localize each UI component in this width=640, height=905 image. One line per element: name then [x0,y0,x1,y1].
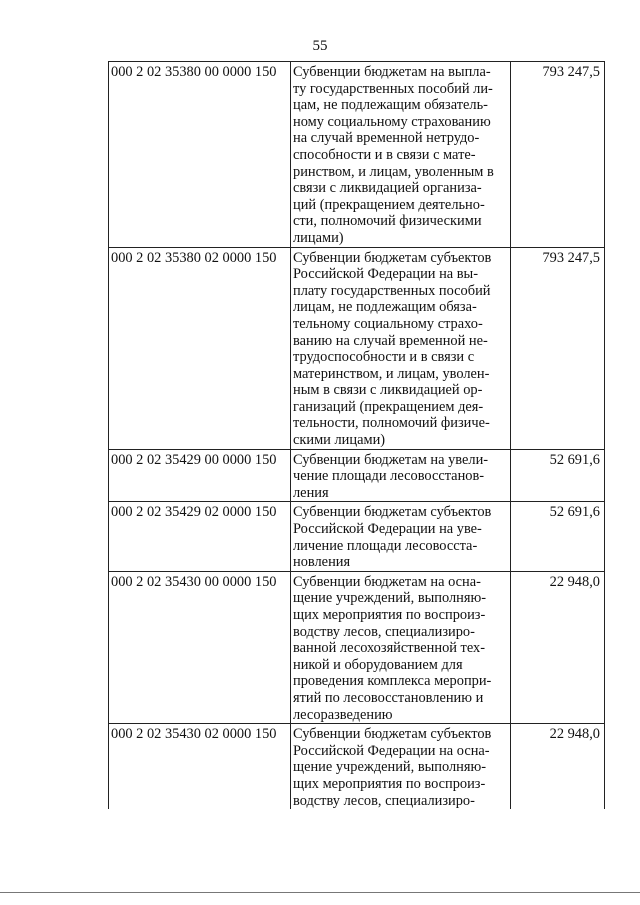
page-bottom-rule [0,892,640,893]
description-text: Субвенции бюджетам субъектов Российской Федерации на уве- личение площади лесовосста- новления [293,504,492,571]
budget-code-cell: 000 2 02 35380 00 0000 150 [109,62,291,248]
table-row [109,502,605,571]
budget-code-cell: 000 2 02 35429 02 0000 150 [109,502,291,571]
budget-code-cell: 000 2 02 35430 00 0000 150 [109,571,291,723]
amount-cell: 793 247,5 [511,247,605,449]
amount-cell: 52 691,6 [511,502,605,571]
description-cell [291,62,511,248]
description-cell [291,247,511,449]
description-text: Субвенции бюджетам субъектов Российской Федерации на осна- щение учреждений, выполняю- щих мероприятия по воспроиз- водству лесов, специализиро- [293,726,492,809]
table-row [109,62,605,248]
amount-cell: 22 948,0 [511,724,605,809]
budget-code-cell: 000 2 02 35380 02 0000 150 [109,247,291,449]
table-row [109,724,605,809]
table-row [109,247,605,449]
description-cell [291,571,511,723]
description-text: Субвенции бюджетам на выпла- ту государственных пособий ли- цам, не подлежащим обязатель- ному социальному страхованию на случай временной нетрудо- способности и в связи с мате- ринством, и лицам, уволенным в связи с ликвидацией организа- ций (прекращением деятельно- сти, полномочий физическими лицами) [293,64,494,246]
budget-code-cell: 000 2 02 35429 00 0000 150 [109,449,291,502]
description-text: Субвенции бюджетам на осна- щение учреждений, выполняю- щих мероприятия по воспроиз- водству лесов, специализиро- ванной лесохозяйственной тех- никой и оборудованием для проведения комплекса меропри- ятий по лесовосстановлению и лесоразведению [293,573,492,723]
table-row [109,571,605,723]
budget-code-cell: 000 2 02 35430 02 0000 150 [109,724,291,809]
page-number: 55 [312,38,328,54]
description-cell [291,724,511,809]
description-text: Субвенции бюджетам субъектов Российской Федерации на вы- плату государственных пособий лицам, не подлежащим обяза- тельному социальному страхо- ванию на случай временной не- трудоспособности и в связи с материнством, и лицам, уволен- ным в связи с ликвидацией ор- ганизаций (прекращением дея- тельности, полномочий физиче- скими лицами) [293,249,492,449]
amount-cell: 22 948,0 [511,571,605,723]
description-cell [291,502,511,571]
description-cell [291,449,511,502]
table-row [109,449,605,502]
amount-cell: 793 247,5 [511,62,605,248]
budget-table [108,61,605,809]
amount-cell: 52 691,6 [511,449,605,502]
description-text: Субвенции бюджетам на увели- чение площади лесовосстанов- ления [293,451,489,501]
